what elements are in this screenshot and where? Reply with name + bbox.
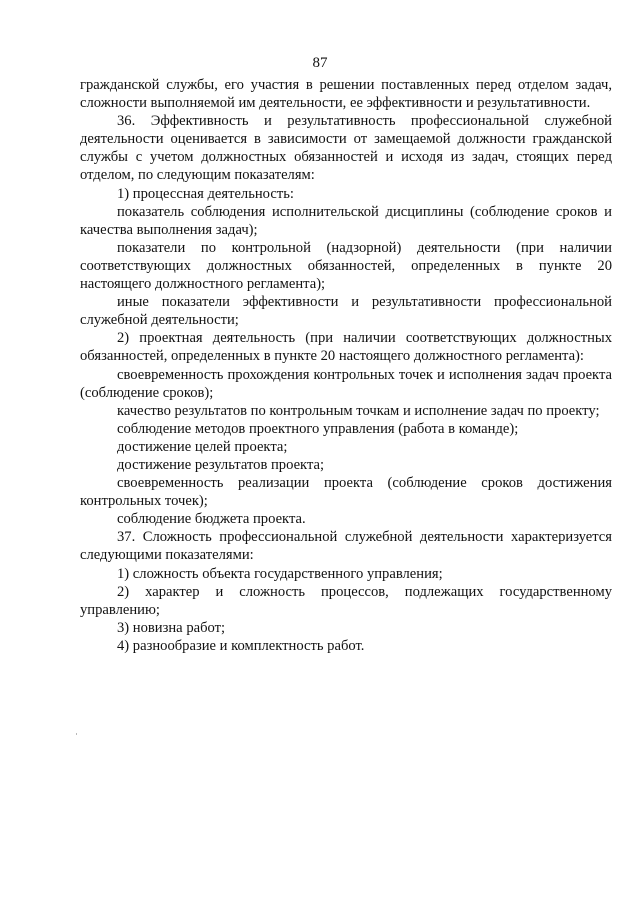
list-item: 1) процессная деятельность: [117, 185, 294, 202]
list-item: иные показатели эффективности и результативности профессиональной служебной деятельности; [80, 294, 612, 329]
list-item: 4) разнообразие и комплектность работ. [117, 637, 365, 654]
list-item: 3) новизна работ; [117, 619, 226, 636]
document-body [80, 76, 612, 655]
paragraph: 36. Эффективность и результативность профессиональной служебной деятельности оценивается в зависимости от замещаемой должности гражданской службы с учетом должностных обязанностей и исходя из задач, стоящих перед отделом, по следующим показателям: [80, 113, 612, 184]
list-item: 1) сложность объекта государственного управления; [117, 565, 443, 582]
list-item: достижение результатов проекта; [117, 456, 325, 473]
list-item: показатели по контрольной (надзорной) деятельности (при наличии соответствующих должностных обязанностей, определенных в пункте 20 настоящего должностного регламента); [80, 239, 612, 293]
list-item: своевременность реализации проекта (соблюдение сроков достижения контрольных точек); [80, 475, 612, 510]
page-number: 87 [312, 55, 328, 71]
list-item: 2) проектная деятельность (при наличии соответствующих должностных обязанностей, определенных в пункте 20 настоящего должностного регламента): [80, 330, 612, 365]
list-item: показатель соблюдения исполнительской дисциплины (соблюдение сроков и качества выполнения задач); [80, 203, 612, 238]
list-item: соблюдение методов проектного управления (работа в команде); [117, 420, 519, 437]
list-item: 2) характер и сложность процессов, подлежащих государственному управлению; [80, 583, 612, 618]
scan-artifact [76, 733, 77, 735]
paragraph: гражданской службы, его участия в решении поставленных перед отделом задач, сложности выполняемой им деятельности, ее эффективности и результативности. [80, 77, 612, 112]
paragraph: 37. Сложность профессиональной служебной деятельности характеризуется следующими показателями: [80, 529, 612, 564]
list-item: достижение целей проекта; [117, 438, 288, 455]
list-item: своевременность прохождения контрольных точек и исполнения задач проекта (соблюдение сроков); [80, 366, 612, 401]
list-item: соблюдение бюджета проекта. [117, 511, 306, 528]
list-item: качество результатов по контрольным точкам и исполнение задач по проекту; [117, 402, 600, 419]
